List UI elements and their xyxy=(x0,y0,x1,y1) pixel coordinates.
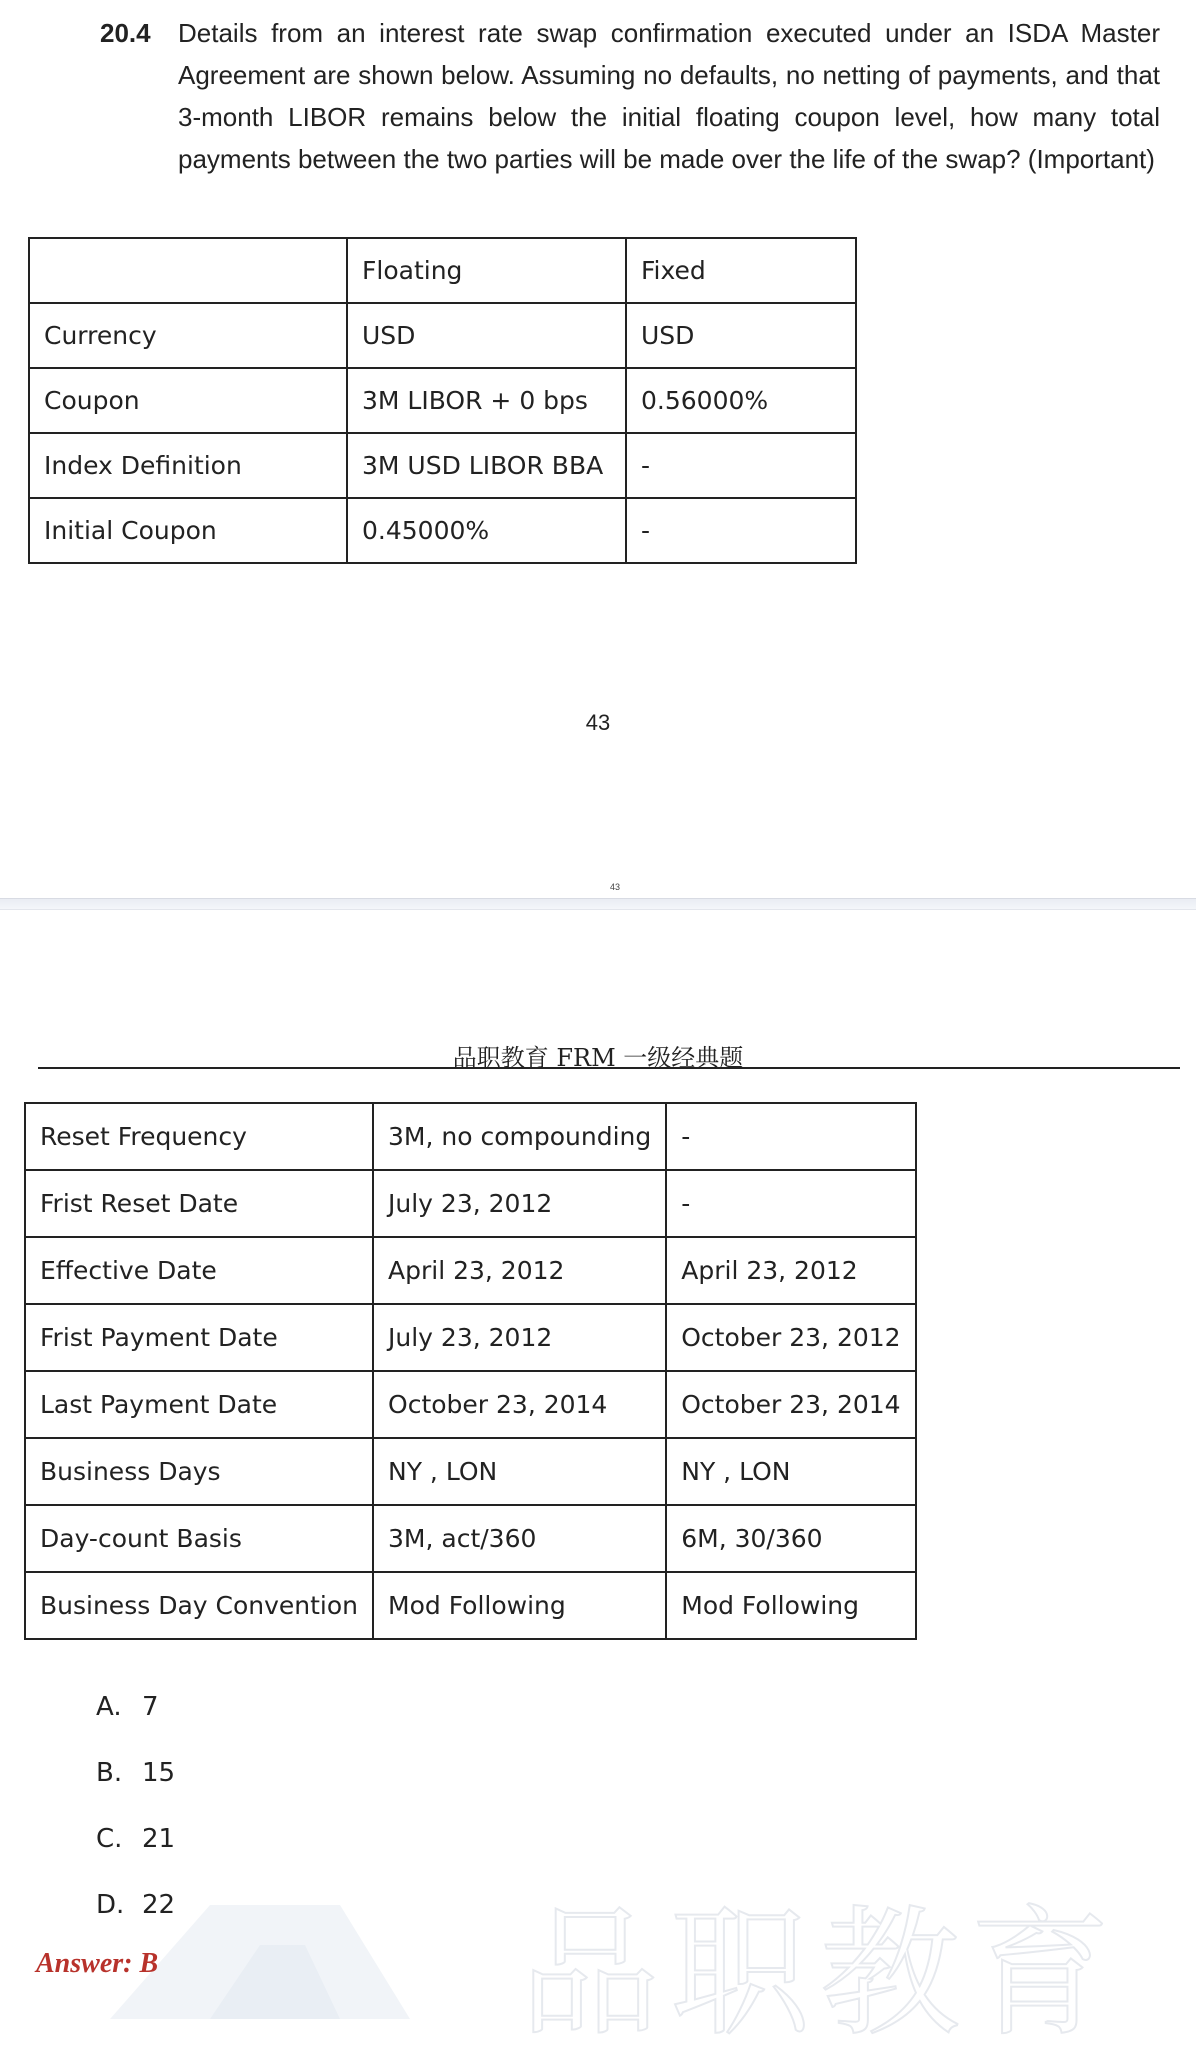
table-cell: - xyxy=(666,1103,915,1170)
table-cell: NY , LON xyxy=(666,1438,915,1505)
table-row xyxy=(25,1304,916,1371)
table-row xyxy=(29,303,856,368)
table-cell: Frist Payment Date xyxy=(25,1304,373,1371)
option-a xyxy=(96,1682,175,1748)
table-cell: Business Day Convention xyxy=(25,1572,373,1639)
header-rule xyxy=(38,1067,1180,1069)
table-row xyxy=(25,1572,916,1639)
table-row xyxy=(29,368,856,433)
page-separator xyxy=(0,898,1196,910)
swap-terms-table-bottom xyxy=(24,1102,917,1640)
table-cell: 0.45000% xyxy=(347,498,626,563)
table-cell: Mod Following xyxy=(666,1572,915,1639)
table-row xyxy=(29,498,856,563)
option-value: 21 xyxy=(142,1824,176,1854)
table-cell: Day-count Basis xyxy=(25,1505,373,1572)
table-row xyxy=(29,433,856,498)
table-cell: Last Payment Date xyxy=(25,1371,373,1438)
option-letter: A. xyxy=(96,1692,122,1722)
option-letter: D. xyxy=(96,1890,125,1920)
table-cell: July 23, 2012 xyxy=(373,1170,666,1237)
question-text: Details from an interest rate swap confirmation executed under an ISDA Master Agreement are shown below. Assuming no defaults, no netting of payments, and that 3-month LIBOR remains below the initial floating coupon level, how many total payments between the two parties will be made over the life of the swap? (Important) xyxy=(178,18,1160,174)
table-cell: 6M, 30/360 xyxy=(666,1505,915,1572)
table-cell: July 23, 2012 xyxy=(373,1304,666,1371)
question-number: 20.4 xyxy=(100,18,151,48)
option-c xyxy=(96,1814,175,1880)
table-cell: USD xyxy=(347,303,626,368)
running-header: 品职教育 FRM 一级经典题 xyxy=(452,1044,744,1072)
table-row xyxy=(25,1505,916,1572)
table-cell: Currency xyxy=(29,303,347,368)
table-cell: Mod Following xyxy=(373,1572,666,1639)
table-row xyxy=(25,1371,916,1438)
table-cell: 3M, act/360 xyxy=(373,1505,666,1572)
table-row xyxy=(25,1438,916,1505)
table-cell: 0.56000% xyxy=(626,368,856,433)
table-header-row xyxy=(29,238,856,303)
table-cell: October 23, 2012 xyxy=(666,1304,915,1371)
table-cell xyxy=(29,238,347,303)
option-value: 22 xyxy=(142,1890,176,1920)
option-b xyxy=(96,1748,175,1814)
option-letter: C. xyxy=(96,1824,123,1854)
table-cell: Effective Date xyxy=(25,1237,373,1304)
table-cell: NY , LON xyxy=(373,1438,666,1505)
watermark-text: 品职教育 xyxy=(520,1893,1121,2056)
table-cell: Initial Coupon xyxy=(29,498,347,563)
table-cell: April 23, 2012 xyxy=(373,1237,666,1304)
swap-terms-table-top xyxy=(28,237,857,564)
table-cell: 3M, no compounding xyxy=(373,1103,666,1170)
table-cell: Business Days xyxy=(25,1438,373,1505)
table-cell: Fixed xyxy=(626,238,856,303)
question-block xyxy=(100,12,1160,180)
table-cell: October 23, 2014 xyxy=(666,1371,915,1438)
option-letter: B. xyxy=(96,1758,123,1788)
option-value: 7 xyxy=(142,1692,159,1722)
table-cell: October 23, 2014 xyxy=(373,1371,666,1438)
table-cell: Index Definition xyxy=(29,433,347,498)
table-cell: 3M LIBOR + 0 bps xyxy=(347,368,626,433)
table-row xyxy=(25,1237,916,1304)
option-value: 15 xyxy=(142,1758,176,1788)
table-row xyxy=(25,1103,916,1170)
page-number: 43 xyxy=(585,710,611,735)
table-cell: Coupon xyxy=(29,368,347,433)
table-cell: Reset Frequency xyxy=(25,1103,373,1170)
table-cell: April 23, 2012 xyxy=(666,1237,915,1304)
page-number-footer: 43 xyxy=(609,882,620,892)
table-cell: - xyxy=(666,1170,915,1237)
table-cell: - xyxy=(626,498,856,563)
table-row xyxy=(25,1170,916,1237)
answer-label: Answer: B xyxy=(36,1948,159,1979)
table-cell: - xyxy=(626,433,856,498)
table-cell: 3M USD LIBOR BBA xyxy=(347,433,626,498)
table-cell: USD xyxy=(626,303,856,368)
table-cell: Floating xyxy=(347,238,626,303)
table-cell: Frist Reset Date xyxy=(25,1170,373,1237)
